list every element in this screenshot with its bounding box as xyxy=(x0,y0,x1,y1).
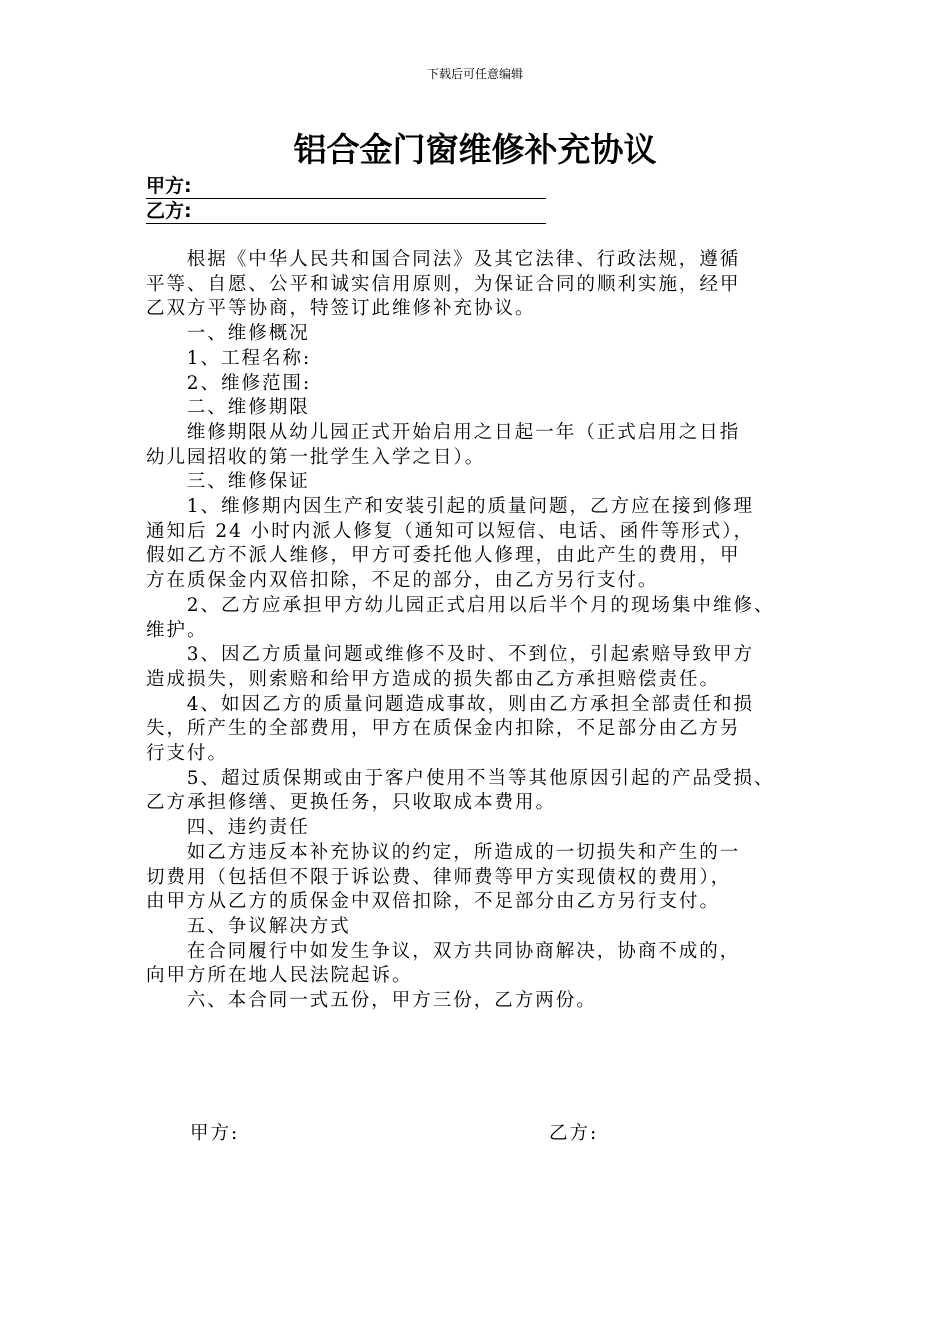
body-line: 根据《中华人民共和国合同法》及其它法律、行政法规，遵循 xyxy=(186,249,741,270)
party-b-label: 乙方: xyxy=(146,200,192,222)
body-line: 一、维修概况 xyxy=(186,323,310,345)
body-line: 五、争议解决方式 xyxy=(186,915,351,937)
body-line: 平等、自愿、公平和诚实信用原则，为保证合同的顺利实施，经甲 xyxy=(146,273,741,295)
body-line: 1、工程名称: xyxy=(186,347,312,369)
body-line: 四、违约责任 xyxy=(186,817,310,839)
signature-party-b: 乙方: xyxy=(549,1123,599,1144)
body-line: 乙方承担修缮、更换任务，只收取成本费用。 xyxy=(146,792,557,814)
body-line: 在合同履行中如发生争议，双方共同协商解决，协商不成的， xyxy=(186,940,741,962)
body-line: 造成损失，则索赔和给甲方造成的损失都由乙方承担赔偿责任。 xyxy=(146,668,721,690)
signature-party-a: 甲方: xyxy=(190,1123,240,1144)
body-line: 行支付。 xyxy=(146,743,229,765)
body-line: 假如乙方不派人维修，甲方可委托他人修理，由此产生的费用，甲 xyxy=(146,545,741,567)
body-line: 切费用（包括但不限于诉讼费、律师费等甲方实现债权的费用）， xyxy=(146,866,732,888)
party-b-line xyxy=(146,199,546,224)
agreement-body xyxy=(146,248,826,1014)
body-line: 幼儿园招收的第一批学生入学之日）。 xyxy=(146,446,486,468)
body-line: 维修期限从幼儿园正式开始启用之日起一年（正式启用之日指 xyxy=(186,421,741,443)
body-line: 2、乙方应承担甲方幼儿园正式启用以后半个月的现场集中维修、 xyxy=(186,594,775,616)
body-line: 维护。 xyxy=(146,619,208,641)
body-line: 三、维修保证 xyxy=(186,471,310,493)
body-line: 乙双方平等协商，特签订此维修补充协议。 xyxy=(146,298,536,320)
body-line: 二、维修期限 xyxy=(186,397,310,419)
header-note: 下载后可任意编辑 xyxy=(426,67,523,81)
body-line: 六、本合同一式五份，甲方三份，乙方两份。 xyxy=(186,990,597,1012)
body-line: 通知后 24 小时内派人修复（通知可以短信、电话、函件等形式）， xyxy=(146,520,755,542)
body-line: 3、因乙方质量问题或维修不及时、不到位，引起索赔导致甲方 xyxy=(186,644,754,666)
body-line: 1、维修期内因生产和安装引起的质量问题，乙方应在接到修理 xyxy=(186,496,754,518)
party-a-label: 甲方: xyxy=(146,175,192,197)
body-line: 如乙方违反本补充协议的约定，所造成的一切损失和产生的一 xyxy=(186,841,741,863)
body-line: 由甲方从乙方的质保金中双倍扣除，不足部分由乙方另行支付。 xyxy=(146,891,721,913)
party-a-line xyxy=(146,174,546,199)
body-line: 向甲方所在地人民法院起诉。 xyxy=(146,965,413,987)
body-line: 2、维修范围: xyxy=(186,372,312,394)
body-line: 方在质保金内双倍扣除，不足的部分，由乙方另行支付。 xyxy=(146,570,659,592)
body-line: 4、如因乙方的质量问题造成事故，则由乙方承担全部责任和损 xyxy=(186,693,754,715)
body-line: 失，所产生的全部费用，甲方在质保金内扣除，不足部分由乙方另 xyxy=(146,718,741,740)
body-line: 5、超过质保期或由于客户使用不当等其他原因引起的产品受损、 xyxy=(186,767,775,789)
document-title: 铝合金门窗维修补充协议 xyxy=(293,130,657,169)
